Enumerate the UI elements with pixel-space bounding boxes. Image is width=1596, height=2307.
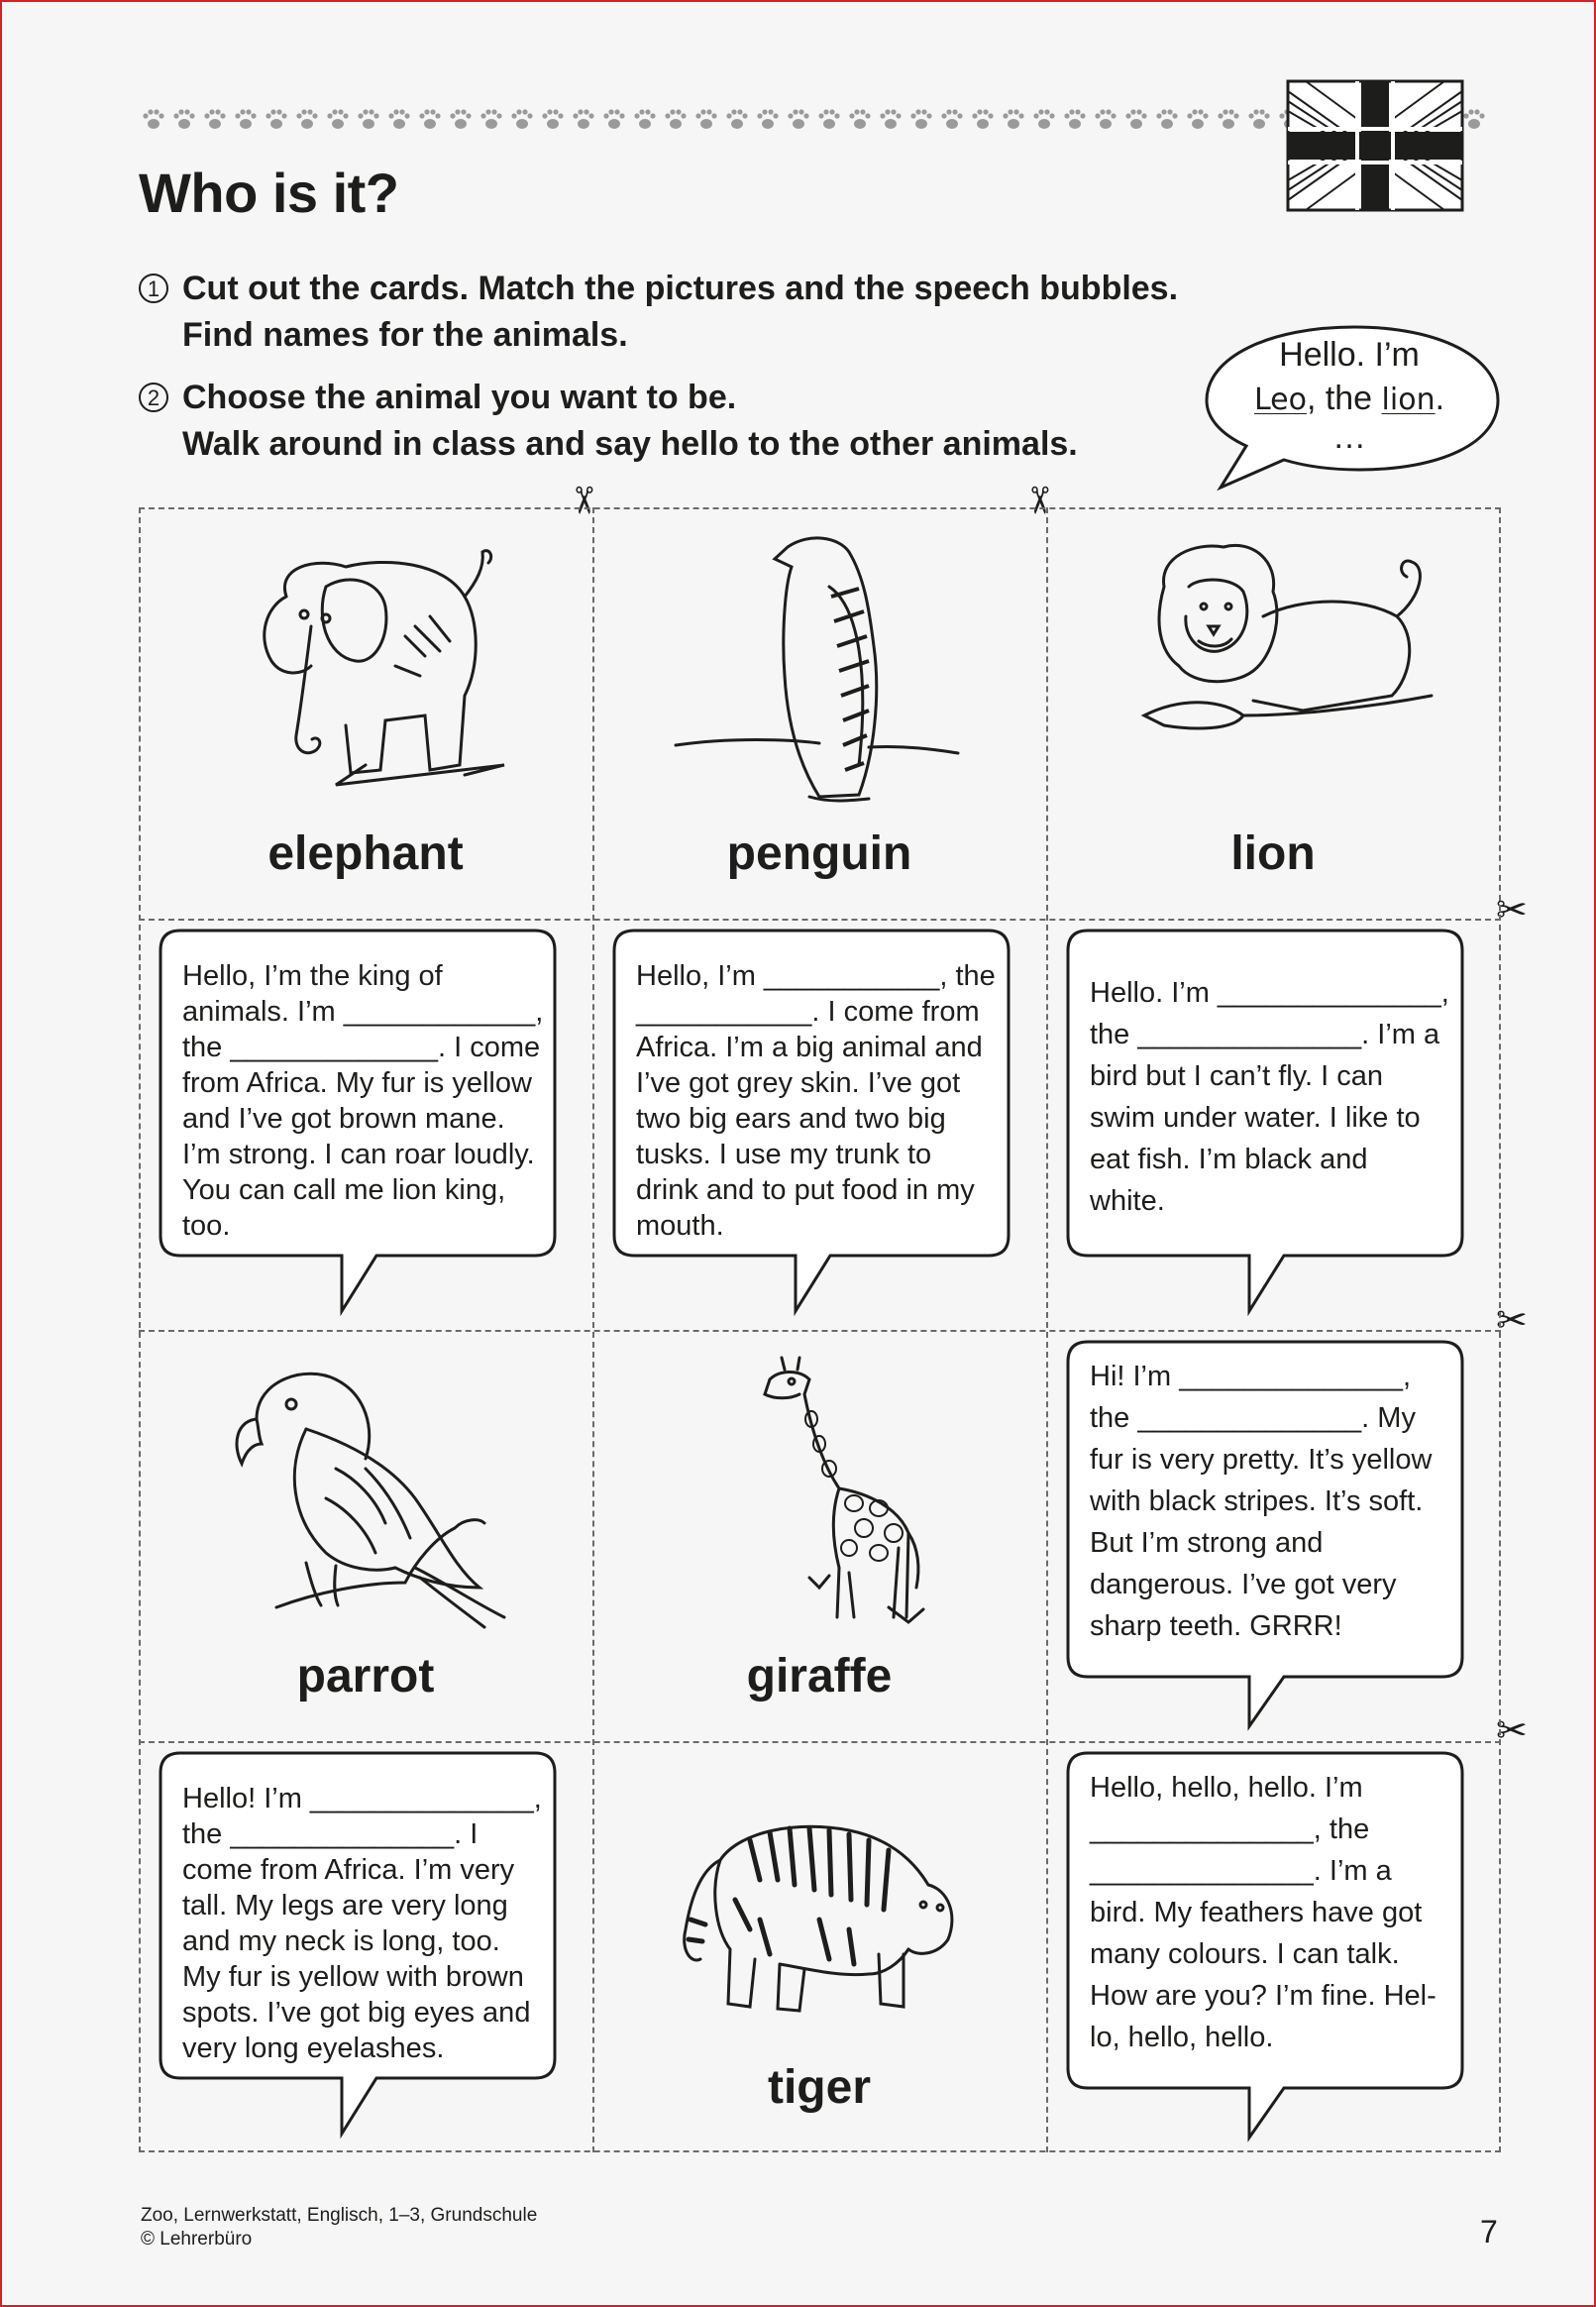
paw-print-icon [722,101,753,135]
scissors-icon: ✂ [1016,485,1059,516]
example-name: Leo [1253,383,1307,417]
bubble-line: How are you? I’m fine. Hel- [1090,1980,1436,2012]
parrot-icon [217,1350,514,1637]
bubble-text [1090,972,1481,1222]
paw-print-icon [231,101,262,135]
card-tiger[interactable] [592,1741,1046,2152]
page-number: 7 [1480,2214,1498,2250]
card-penguin[interactable] [592,507,1046,919]
paw-print-icon [784,101,814,135]
lion-picture [1046,527,1500,824]
step-number-1: 1 [139,274,168,303]
instruction-line: Find names for the animals. [182,316,628,354]
bubble-line: I’m strong. I can roar loudly. [182,1139,535,1170]
paw-print-icon [1183,101,1214,135]
bubble-line: from Africa. My fur is yellow [182,1067,532,1099]
instruction-2 [139,375,1078,468]
footer-line: Zoo, Lernwerkstatt, Englisch, 1–3, Grundschule [141,2205,538,2226]
instruction-1 [139,266,1178,359]
example-middle: , the [1306,380,1382,417]
bubble-line: too. [182,1210,231,1242]
paw-print-icon [968,101,999,135]
animal-label-lion: lion [1230,827,1316,880]
bubble-line: bird but I can’t fly. I can [1090,1060,1384,1092]
bubble-line: many colours. I can talk. [1090,1938,1400,1970]
bubble-line: lo, hello, hello. [1090,2022,1274,2053]
scissors-icon: ✂ [1496,890,1528,932]
card-elephant[interactable] [139,507,592,919]
bubble-line: ______________, the [1090,1813,1370,1845]
bubble-card-giraffe[interactable] [139,1741,592,2152]
paw-print-icon [661,101,692,135]
paw-print-icon [845,101,876,135]
bubble-line: Hello, I’m the king of [182,960,443,992]
paw-print-icon [1121,101,1152,135]
paw-print-icon [323,101,354,135]
paw-print-icon [415,101,446,135]
paw-print-icon [937,101,968,135]
example-end: . [1435,380,1445,417]
paw-print-icon [1029,101,1060,135]
animal-label-giraffe: giraffe [746,1650,893,1703]
card-grid [139,507,1501,2152]
lion-icon [1105,527,1441,805]
bubble-line: ___________. I come from [636,996,980,1028]
paw-print-icon [538,101,569,135]
giraffe-picture [592,1350,1046,1647]
paw-print-icon [1060,101,1091,135]
bubble-line: the ______________. I’m a [1090,1019,1440,1050]
bubble-line: dangerous. I’ve got very [1090,1569,1397,1600]
paw-print-icon [999,101,1029,135]
elephant-icon [217,527,514,805]
card-lion[interactable] [1046,507,1500,919]
bubble-text [1090,1356,1481,1647]
paw-print-icon [262,101,292,135]
paw-print-icon [814,101,845,135]
bubble-line: Hello! I’m ______________, [182,1783,542,1814]
paw-print-icon [354,101,384,135]
tiger-icon [671,1791,968,2048]
example-bubble-text [1230,333,1468,456]
instruction-line: Walk around in class and say hello to the other animals. [182,425,1078,463]
bubble-line: Hello, hello, hello. I’m [1090,1772,1363,1804]
paw-print-icon [507,101,538,135]
paw-print-icon [753,101,784,135]
paw-print-icon [1152,101,1183,135]
bubble-line: and I’ve got brown mane. [182,1103,505,1135]
bubble-line: the ______________. I [182,1818,479,1850]
bubble-line: the ______________. My [1090,1402,1416,1434]
penguin-icon [671,527,968,815]
step-number-2: 2 [139,383,168,412]
animal-label-elephant: elephant [267,827,464,880]
bubble-line: animals. I’m ____________, [182,996,544,1028]
paw-print-icon [599,101,630,135]
bubble-line: sharp teeth. GRRR! [1090,1610,1342,1642]
bubble-line: two big ears and two big [636,1103,946,1135]
bubble-line: spots. I’ve got big eyes and [182,1997,531,2029]
bubble-card-elephant[interactable] [592,919,1046,1330]
giraffe-icon [671,1350,968,1637]
animal-label-parrot: parrot [296,1650,435,1703]
animal-label-penguin: penguin [726,827,912,880]
bubble-line: fur is very pretty. It’s yellow [1090,1444,1433,1476]
bubble-line: ______________. I’m a [1090,1855,1392,1887]
tiger-picture [592,1791,1046,2088]
bubble-line: white. [1090,1185,1165,1217]
elephant-picture [139,527,592,824]
example-line-2 [1230,377,1468,422]
bubble-line: mouth. [636,1210,724,1242]
bubble-line: very long eyelashes. [182,2032,445,2064]
example-line-1: Hello. I’m [1279,336,1420,374]
paw-print-icon [1214,101,1244,135]
bubble-line: come from Africa. I’m very [182,1854,515,1886]
scissors-icon: ✂ [1496,1710,1528,1752]
paw-print-icon [692,101,722,135]
bubble-line: You can call me lion king, [182,1174,506,1206]
bubble-line: bird. My feathers have got [1090,1897,1423,1928]
paw-print-icon [906,101,937,135]
bubble-line: eat fish. I’m black and [1090,1144,1368,1175]
paw-print-icon [446,101,477,135]
paw-print-icon [200,101,231,135]
example-ellipsis: … [1332,418,1366,456]
animal-label-tiger: tiger [767,2061,871,2114]
paw-print-icon [876,101,906,135]
footer-credits [141,2204,537,2252]
example-animal: lion [1381,383,1436,417]
footer-line: © Lehrerbüro [141,2229,253,2250]
paw-print-icon [139,101,169,135]
card-parrot[interactable] [139,1330,592,1741]
paw-print-icon [477,101,507,135]
paw-print-icon [169,101,200,135]
bubble-line: with black stripes. It’s soft. [1090,1485,1424,1517]
bubble-line: swim under water. I like to [1090,1102,1421,1134]
bubble-text [182,958,574,1244]
instruction-line: Choose the animal you want to be. [182,379,737,416]
bubble-line: the _____________. I come [182,1032,541,1063]
bubble-line: and my neck is long, too. [182,1925,500,1957]
bubble-line: tall. My legs are very long [182,1890,508,1922]
bubble-card-lion-king[interactable] [139,919,592,1330]
paw-print-icon [1091,101,1121,135]
bubble-line: Hello, I’m ___________, the [636,960,996,992]
penguin-picture [592,527,1046,824]
scissors-icon: ✂ [561,485,603,516]
bubble-text [182,1781,574,2066]
bubble-line: I’ve got grey skin. I’ve got [636,1067,961,1099]
page-title: Who is it? [139,162,399,224]
bubble-line: tusks. I use my trunk to [636,1139,932,1170]
bubble-line: My fur is yellow with brown [182,1961,524,1993]
instruction-line: Cut out the cards. Match the pictures and the speech bubbles. [182,270,1179,307]
paw-print-icon [384,101,415,135]
bubble-line: But I’m strong and [1090,1527,1324,1559]
bubble-line: Hello. I’m ______________, [1090,977,1449,1009]
bubble-text [636,958,1027,1244]
parrot-picture [139,1350,592,1647]
bubble-card-penguin[interactable] [1046,919,1500,1330]
card-giraffe[interactable] [592,1330,1046,1741]
scissors-icon: ✂ [1496,1300,1528,1342]
bubble-line: Africa. I’m a big animal and [636,1032,983,1063]
paw-print-icon [630,101,661,135]
bubble-card-parrot[interactable] [1046,1741,1500,2152]
paw-print-icon [292,101,323,135]
bubble-card-tiger[interactable] [1046,1330,1500,1741]
bubble-line: Hi! I’m ______________, [1090,1361,1412,1392]
paw-print-icon [569,101,599,135]
paw-print-icon [1244,101,1275,135]
union-jack-flag-icon [1286,79,1464,212]
bubble-line: drink and to put food in my [636,1174,975,1206]
bubble-text [1090,1767,1481,2058]
